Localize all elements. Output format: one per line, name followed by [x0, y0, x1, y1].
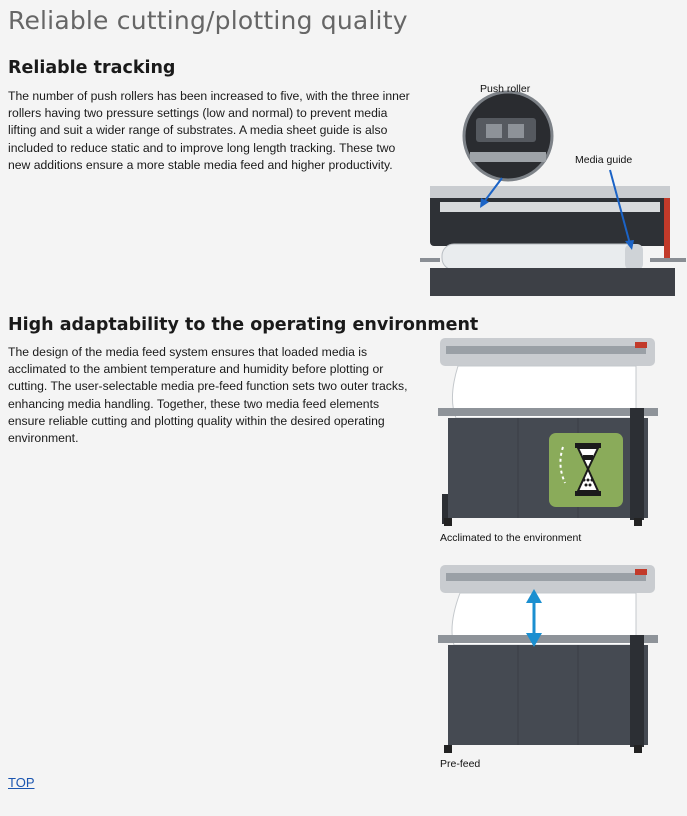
callout-media-guide: Media guide	[575, 154, 633, 166]
caption-acclimated: Acclimated to the environment	[440, 532, 582, 544]
top-link[interactable]: TOP	[8, 775, 35, 790]
hourglass-icon	[549, 433, 623, 507]
plotter-tracking-illustration	[420, 78, 687, 296]
section-heading-reliable-tracking: Reliable tracking	[8, 58, 176, 78]
callout-push-roller: Push roller	[480, 83, 531, 95]
page-title: Reliable cutting/plotting quality	[8, 6, 408, 35]
section-paragraph-adaptability: The design of the media feed system ensures that loaded media is acclimated to the ambient temperature and humidity before plotting or cutting. The user-selectable media pre-feed function sets two outer tracks, enhancing media handling. Together, these two media feed elements ensure reliable cutting and plotting quality within the desired operating environment.	[8, 345, 408, 446]
section-paragraph-reliable-tracking: The number of push rollers has been increased to five, with the three inner rollers having two pressure settings (low and normal) to prevent media lifting and suit a wider range of substrates. A media sheet guide is also included to reduce static and to improve long length tracking. These two new additions ensure a more stable media feed and higher productivity.	[8, 89, 410, 172]
section-heading-adaptability: High adaptability to the operating environment	[8, 315, 479, 335]
acclimation-figure	[430, 338, 665, 528]
push-roller-figure	[420, 78, 687, 296]
hourglass-badge	[549, 433, 623, 507]
pre-feed-figure	[430, 565, 665, 755]
caption-pre-feed: Pre-feed	[440, 758, 481, 770]
